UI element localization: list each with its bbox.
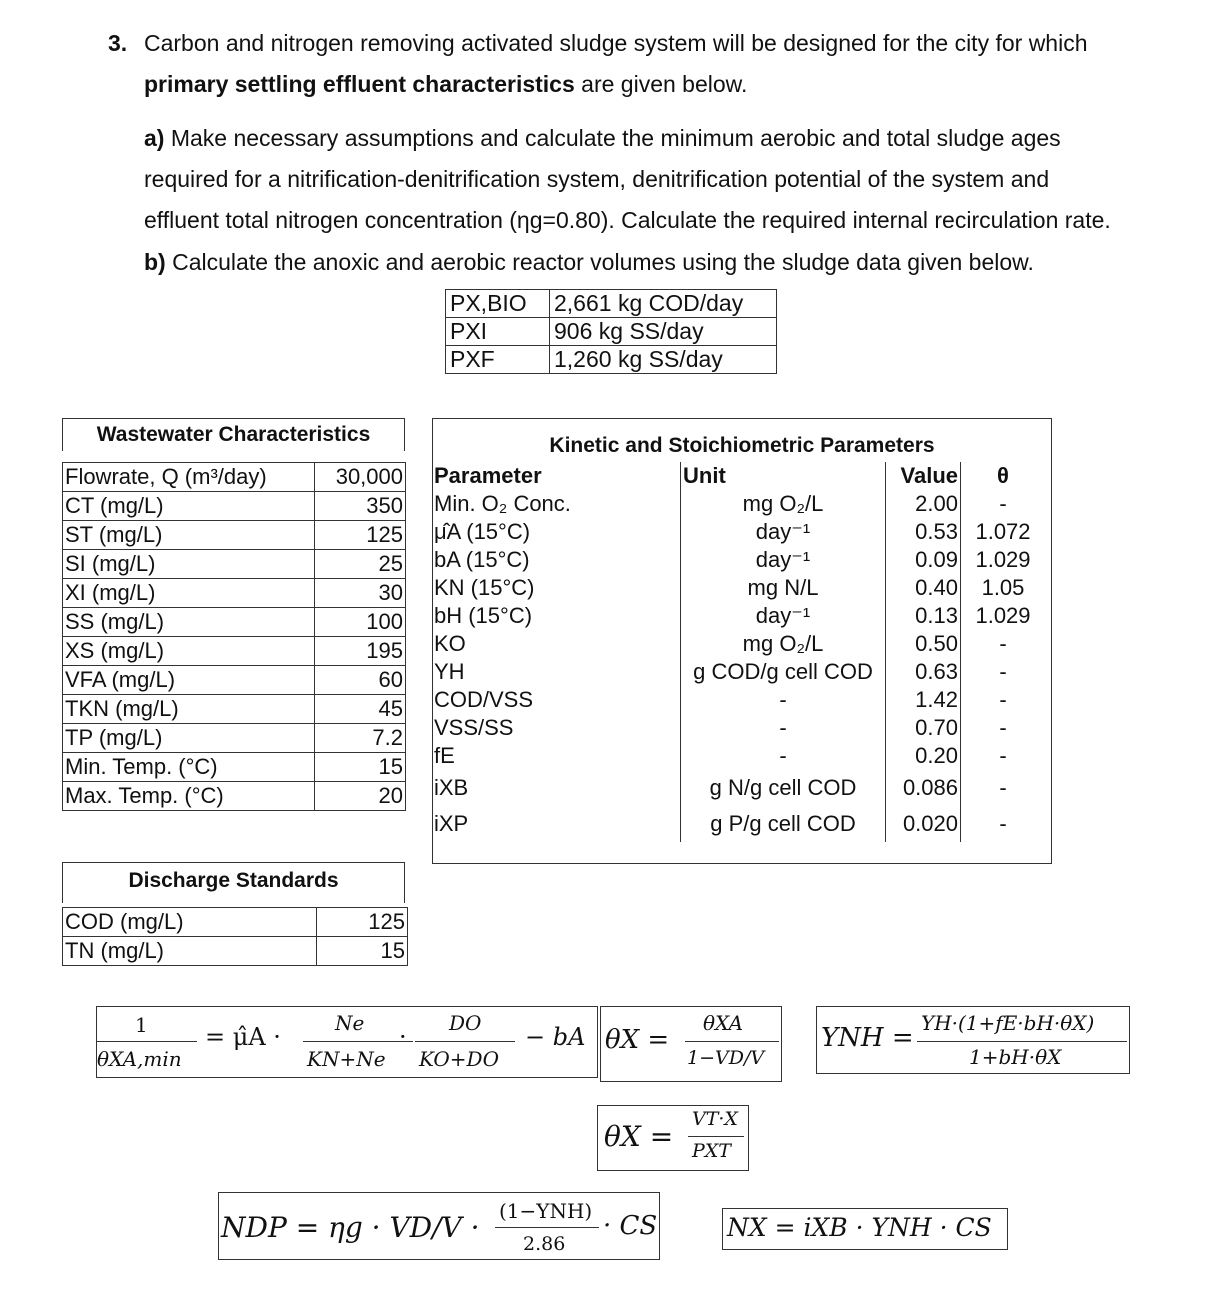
discharge-table xyxy=(62,907,408,966)
table-row: COD (mg/L) 125 xyxy=(63,908,408,937)
table-row: PXI 906 kg SS/day xyxy=(446,318,777,346)
formula-total-sludge-age: θX = VT·X PXT xyxy=(597,1105,749,1171)
table-row: SI (mg/L) 25 xyxy=(63,550,406,579)
formula-denitrification-potential: NDP = ηg · VD/V · (1−YNH) 2.86 · CS xyxy=(218,1192,660,1260)
table-header-row: Parameter Unit Value θ xyxy=(434,463,1009,488)
table-row: CT (mg/L) 350 xyxy=(63,492,406,521)
table-row: TP (mg/L) 7.2 xyxy=(63,724,406,753)
part-a-line-2: required for a nitrification-denitrification system, denitrification potential of the system and xyxy=(144,166,1050,192)
discharge-table-title: Discharge Standards xyxy=(62,862,405,903)
formula-sludge-age-ratio: θX = θXA 1−VD/V xyxy=(600,1006,782,1082)
wastewater-table-title: Wastewater Characteristics xyxy=(62,418,405,451)
question-line-1: Carbon and nitrogen removing activated sludge system will be designed for the city for which xyxy=(144,30,1088,56)
part-a-line-3: effluent total nitrogen concentration (ηg=0.80). Calculate the required internal recirculation rate. xyxy=(144,207,1111,233)
table-row: TN (mg/L) 15 xyxy=(63,937,408,966)
kinetic-table-title: Kinetic and Stoichiometric Parameters xyxy=(549,434,935,457)
table-row: bH (15°C) day⁻¹ 0.13 1.029 xyxy=(434,603,1031,628)
formula-min-sludge-age: 1 θXA,min = μ̂A · Ne KN+Ne · DO KO+DO − bA xyxy=(96,1006,598,1078)
formula-nitrogen-sludge: NX = iXB · YNH · CS xyxy=(722,1208,1008,1250)
formula-ynh: YNH = YH·(1+fE·bH·θX) 1+bH·θX xyxy=(816,1006,1130,1074)
sludge-data-table xyxy=(445,289,777,374)
table-row: Max. Temp. (°C) 20 xyxy=(63,782,406,811)
table-row: iXP g P/g cell COD 0.020 - xyxy=(432,806,1045,842)
table-row: Min. Temp. (°C) 15 xyxy=(63,753,406,782)
table-row: Flowrate, Q (m³/day) 30,000 xyxy=(63,463,406,492)
wastewater-table xyxy=(62,462,406,811)
table-row: SS (mg/L) 100 xyxy=(63,608,406,637)
table-row: Min. O₂ Conc. mg O₂/L 2.00 - xyxy=(434,491,1007,516)
question-bold-phrase: primary settling effluent characteristics xyxy=(144,71,575,97)
table-row: bA (15°C) day⁻¹ 0.09 1.029 xyxy=(434,547,1031,572)
question-line-2: primary settling effluent characteristics are given below. xyxy=(144,71,748,97)
table-row: ST (mg/L) 125 xyxy=(63,521,406,550)
table-row: fE - 0.20 - xyxy=(434,743,1007,768)
question-number: 3. xyxy=(108,30,128,56)
table-row: COD/VSS - 1.42 - xyxy=(434,687,1007,712)
table-row: YH g COD/g cell COD 0.63 - xyxy=(434,659,1007,684)
table-row: iXB g N/g cell COD 0.086 - xyxy=(432,770,1045,806)
table-row: μ̂A (15°C) day⁻¹ 0.53 1.072 xyxy=(434,519,1031,544)
table-row: XI (mg/L) 30 xyxy=(63,579,406,608)
table-row: PX,BIO 2,661 kg COD/day xyxy=(446,290,777,318)
table-row: VFA (mg/L) 60 xyxy=(63,666,406,695)
table-row: VSS/SS - 0.70 - xyxy=(434,715,1007,740)
table-row: XS (mg/L) 195 xyxy=(63,637,406,666)
table-row: KN (15°C) mg N/L 0.40 1.05 xyxy=(434,575,1025,600)
kinetic-table xyxy=(432,462,1045,842)
part-b-line-1: b) Calculate the anoxic and aerobic reactor volumes using the sludge data given below. xyxy=(144,249,1034,275)
table-row: TKN (mg/L) 45 xyxy=(63,695,406,724)
table-row: KO mg O₂/L 0.50 - xyxy=(434,631,1007,656)
table-row: PXF 1,260 kg SS/day xyxy=(446,346,777,374)
part-a-line-1: a) Make necessary assumptions and calculate the minimum aerobic and total sludge ages xyxy=(144,125,1061,151)
